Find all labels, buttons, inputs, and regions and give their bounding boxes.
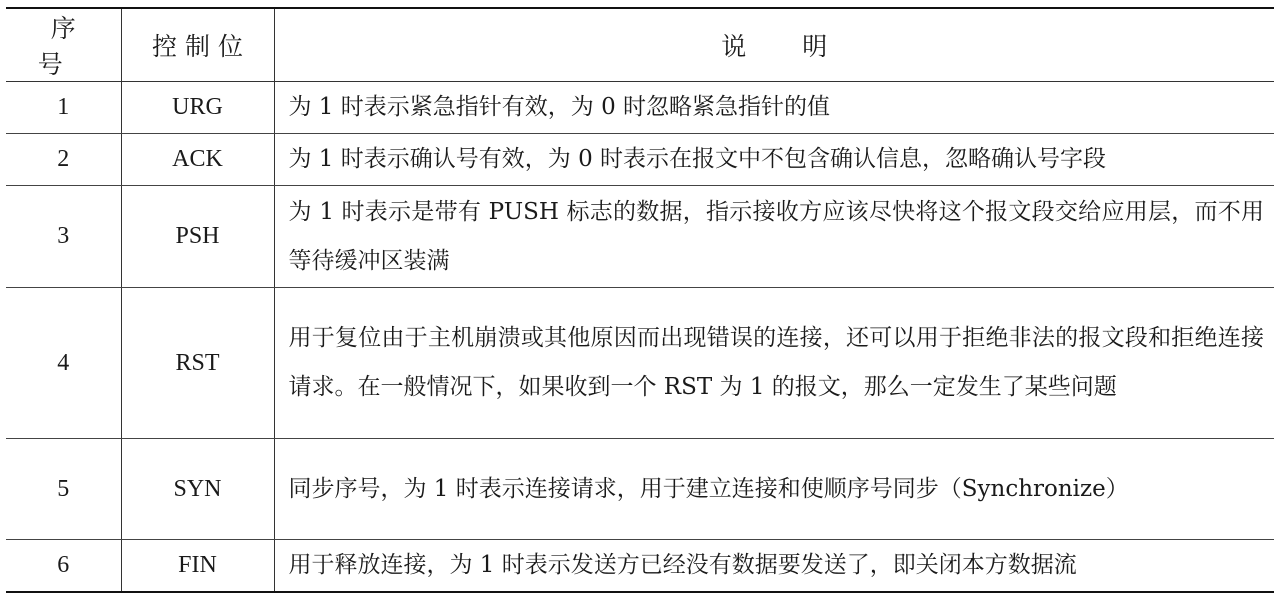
row-control-bit: SYN (121, 439, 274, 540)
row-control-bit: FIN (121, 540, 274, 593)
row-description: 用于释放连接，为 1 时表示发送方已经没有数据要发送了，即关闭本方数据流 (274, 540, 1274, 593)
row-description: 为 1 时表示紧急指针有效，为 0 时忽略紧急指针的值 (274, 82, 1274, 134)
table-row (6, 134, 1274, 186)
row-index: 5 (6, 439, 121, 540)
row-description: 用于复位由于主机崩溃或其他原因而出现错误的连接，还可以用于拒绝非法的报文段和拒绝连接请求。在一般情况下，如果收到一个 RST 为 1 的报文，那么一定发生了某些问题 (274, 288, 1274, 439)
row-description: 为 1 时表示是带有 PUSH 标志的数据，指示接收方应该尽快将这个报文段交给应用层，而不用等待缓冲区装满 (274, 186, 1274, 288)
row-control-bit: URG (121, 82, 274, 134)
tcp-control-bits-table-container (6, 7, 1274, 593)
table-row (6, 540, 1274, 593)
table-body (6, 82, 1274, 593)
table-row (6, 439, 1274, 540)
table-header (6, 8, 1274, 82)
table-row (6, 82, 1274, 134)
table-row (6, 288, 1274, 439)
row-index: 1 (6, 82, 121, 134)
row-description: 同步序号，为 1 时表示连接请求，用于建立连接和使顺序号同步（Synchronize） (274, 439, 1274, 540)
row-index: 6 (6, 540, 121, 593)
row-index: 2 (6, 134, 121, 186)
table-row (6, 186, 1274, 288)
row-control-bit: ACK (121, 134, 274, 186)
header-control-bit: 控制位 (121, 8, 274, 82)
row-index: 4 (6, 288, 121, 439)
row-index: 3 (6, 186, 121, 288)
row-control-bit: RST (121, 288, 274, 439)
header-row (6, 8, 1274, 82)
row-control-bit: PSH (121, 186, 274, 288)
header-description: 说明 (274, 8, 1274, 82)
tcp-control-bits-table (6, 7, 1274, 593)
row-description: 为 1 时表示确认号有效，为 0 时表示在报文中不包含确认信息，忽略确认号字段 (274, 134, 1274, 186)
header-index: 序号 (6, 8, 121, 82)
